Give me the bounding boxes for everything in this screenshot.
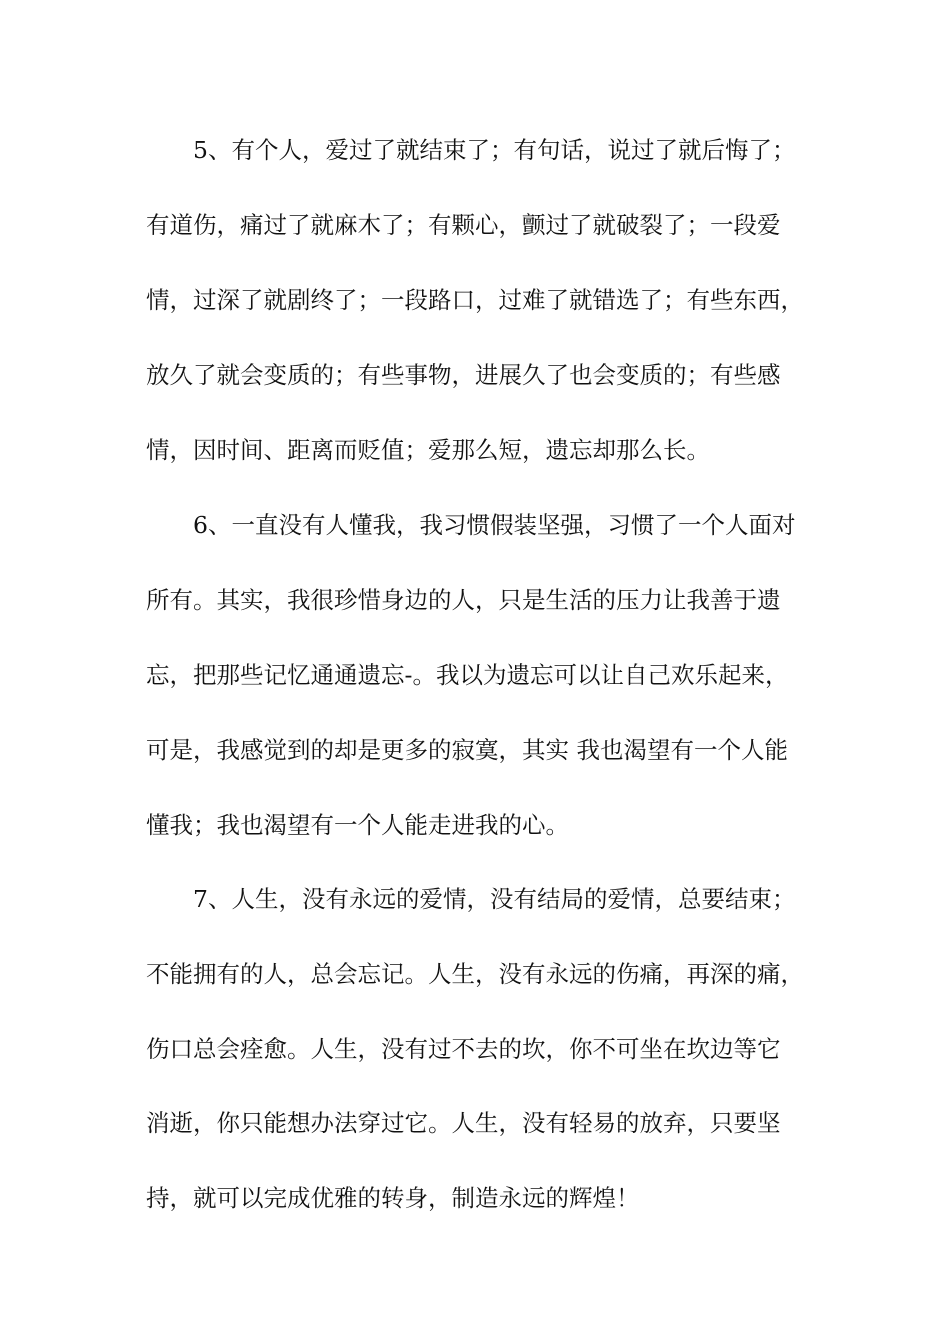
paragraph-5-line-3: 情，过深了就剧终了；一段路口，过难了就错选了；有些东西， <box>146 286 804 314</box>
paragraph-5-line-4: 放久了就会变质的；有些事物，进展久了也会变质的；有些感 <box>146 361 781 389</box>
paragraph-7-line-4: 消逝，你只能想办法穿过它。人生，没有轻易的放弃，只要坚 <box>146 1109 781 1137</box>
paragraph-6-line-4: 可是，我感觉到的却是更多的寂寞，其实 我也渴望有一个人能 <box>146 736 788 764</box>
paragraph-5-line-1: 5、有个人，爱过了就结束了；有句话，说过了就后悔了； <box>193 136 796 164</box>
paragraph-7-line-5: 持，就可以完成优雅的转身，制造永远的辉煌！ <box>146 1184 640 1212</box>
paragraph-7-line-3: 伤口总会痊愈。人生，没有过不去的坎，你不可坐在坎边等它 <box>146 1035 781 1063</box>
paragraph-5-line-5: 情，因时间、距离而贬值；爱那么短，遗忘却那么长。 <box>146 436 710 464</box>
paragraph-7-line-1: 7、人生，没有永远的爱情，没有结局的爱情，总要结束； <box>193 885 796 913</box>
paragraph-6-line-1: 6、一直没有人懂我，我习惯假装坚强，习惯了一个人面对 <box>193 511 796 539</box>
paragraph-7-line-2: 不能拥有的人，总会忘记。人生，没有永远的伤痛，再深的痛， <box>146 960 804 988</box>
paragraph-6-line-3: 忘，把那些记忆通通遗忘-。我以为遗忘可以让自己欢乐起来， <box>146 661 789 689</box>
paragraph-6-line-5: 懂我；我也渴望有一个人能走进我的心。 <box>146 811 569 839</box>
paragraph-6-line-2: 所有。其实，我很珍惜身边的人，只是生活的压力让我善于遗 <box>146 586 781 614</box>
paragraph-5-line-2: 有道伤，痛过了就麻木了；有颗心，颤过了就破裂了；一段爱 <box>146 211 781 239</box>
